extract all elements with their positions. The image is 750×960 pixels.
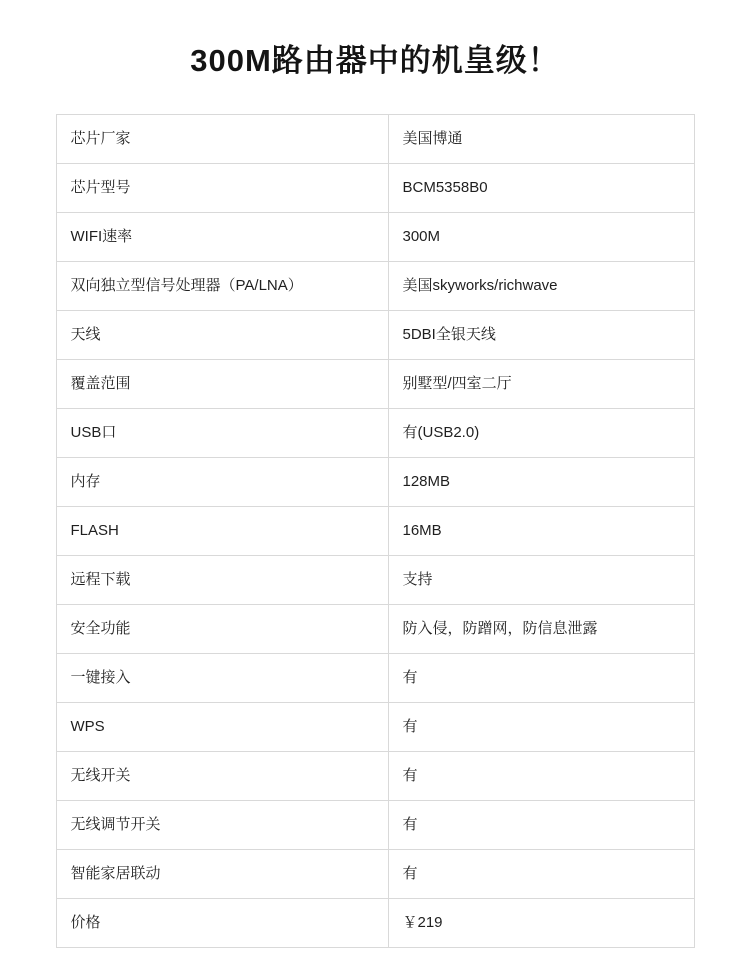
spec-label: 芯片型号 [56,164,388,213]
spec-label: 无线调节开关 [56,801,388,850]
spec-value: 美国博通 [388,115,694,164]
spec-value: ￥219 [388,899,694,948]
table-row [56,409,694,458]
spec-value: 有(USB2.0) [388,409,694,458]
spec-value: 美国skyworks/richwave [388,262,694,311]
table-row [56,850,694,899]
spec-value: BCM5358B0 [388,164,694,213]
spec-value: 有 [388,752,694,801]
spec-label: FLASH [56,507,388,556]
table-row [56,556,694,605]
spec-label: USB口 [56,409,388,458]
table-row [56,605,694,654]
table-body [56,115,694,948]
spec-value: 支持 [388,556,694,605]
table-row [56,899,694,948]
spec-value: 300M [388,213,694,262]
spec-value: 16MB [388,507,694,556]
spec-value: 防入侵，防蹭网，防信息泄露 [388,605,694,654]
table-row [56,654,694,703]
table-row [56,164,694,213]
spec-value: 有 [388,703,694,752]
spec-value: 别墅型/四室二厅 [388,360,694,409]
specification-table [56,114,695,948]
spec-label: 智能家居联动 [56,850,388,899]
spec-label: 芯片厂家 [56,115,388,164]
spec-label: 双向独立型信号处理器（PA/LNA） [56,262,388,311]
spec-label: 安全功能 [56,605,388,654]
table-row [56,752,694,801]
spec-label: 覆盖范围 [56,360,388,409]
spec-label: 远程下载 [56,556,388,605]
spec-label: WIFI速率 [56,213,388,262]
spec-label: 价格 [56,899,388,948]
table-row [56,262,694,311]
table-row [56,115,694,164]
spec-label: 天线 [56,311,388,360]
spec-label: 一键接入 [56,654,388,703]
table-row [56,213,694,262]
spec-value: 5DBI全银天线 [388,311,694,360]
spec-label: 无线开关 [56,752,388,801]
spec-value: 128MB [388,458,694,507]
spec-value: 有 [388,850,694,899]
table-row [56,311,694,360]
spec-label: WPS [56,703,388,752]
table-row [56,458,694,507]
spec-value: 有 [388,801,694,850]
table-row [56,360,694,409]
table-row [56,801,694,850]
page-title: 300M路由器中的机皇级！ [190,43,560,78]
table-row [56,507,694,556]
spec-value: 有 [388,654,694,703]
table-row [56,703,694,752]
spec-label: 内存 [56,458,388,507]
